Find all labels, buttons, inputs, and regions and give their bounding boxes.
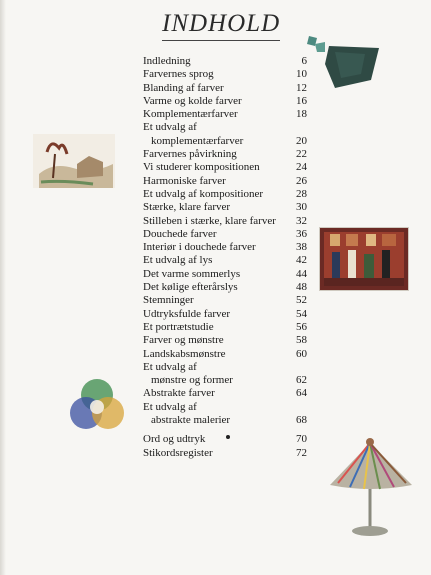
toc-entry-label: komplementærfarver [151,134,244,147]
green-stone-image [305,34,385,90]
toc-entry [143,108,315,121]
toc-entry-label: Et udvalg af [143,360,197,373]
toc-entry-page: 70 [296,433,307,446]
toc-entry-page: 52 [296,294,307,307]
toc-entry [143,281,315,294]
toc-entry-label: mønstre og former [151,374,233,387]
toc-entry-page: 72 [296,446,307,459]
toc-entry [143,135,315,148]
landscape-watercolor-image [33,134,115,188]
toc-entry-label: Stikordsregister [143,446,213,459]
toc-entry-label: Blanding af farver [143,81,224,94]
toc-entry-label: Harmoniske farver [143,174,226,187]
toc-entry-page: 24 [296,161,307,174]
toc-entry [143,95,315,108]
toc-entry [143,268,315,281]
toc-entry-page: 30 [296,201,307,214]
toc-entry-page: 32 [296,214,307,227]
toc-entry-label: Landskabsmønstre [143,347,226,360]
toc-entry-page: 60 [296,347,307,360]
toc-entry [143,254,315,267]
toc-entry-page: 22 [296,148,307,161]
toc-entry-page: 56 [296,320,307,333]
toc-entry-page: 68 [296,414,307,427]
toc-entry-label: abstrakte malerier [151,414,231,427]
toc-entry-label: Komplementærfarver [143,108,238,121]
toc-entry [143,348,315,361]
toc-entry-page: 36 [296,227,307,240]
toc-entry-page: 64 [296,387,307,400]
toc-entry-label: Et udvalg af [143,121,197,134]
toc-entry-label: Varme og kolde farver [143,94,242,107]
toc-entry [143,148,315,161]
toc-entry-page: 26 [296,174,307,187]
toc-entry-label: Vi studerer kompositionen [143,161,260,174]
table-of-contents [143,55,315,460]
toc-entry [143,374,315,387]
toc-entry-label: Et udvalg af lys [143,254,213,267]
page-binding-shadow [0,0,6,575]
toc-entry [143,241,315,254]
page-title: INDHOLD [162,10,281,37]
toc-entry-label: Det varme sommerlys [143,267,241,280]
toc-entry-label: Indledning [143,55,191,67]
toc-entry-page: 20 [296,134,307,147]
separator-dot [226,435,230,439]
toc-entry-page: 10 [296,68,307,81]
toc-entry-label: Et udvalg af [143,400,197,413]
toc-entry-page: 12 [296,81,307,94]
toc-entry [143,68,315,81]
toc-entry [143,201,315,214]
toc-entry [143,401,315,414]
toc-entry [143,82,315,95]
toc-entry-label: Stemninger [143,294,194,307]
toc-entry-label: Farvernes påvirkning [143,148,237,161]
title-underline [162,40,280,41]
toc-entry [143,215,315,228]
toc-entry [143,55,315,68]
toc-entry [143,308,315,321]
toc-entry [143,228,315,241]
toc-entry-page: 54 [296,307,307,320]
toc-entry [143,447,315,460]
color-wheel-image [64,373,130,437]
toc-entry [143,161,315,174]
toc-entry [143,414,315,427]
toc-entry-page: 42 [296,254,307,267]
toc-entry-label: Abstrakte farver [143,387,215,400]
toc-entry [143,387,315,400]
toc-entry [143,294,315,307]
toc-entry-page: 28 [296,187,307,200]
toc-entry-label: Interiør i douchede farver [143,241,256,254]
market-scene-painting-image [319,227,409,291]
toc-entry-label: Et udvalg af kompositioner [143,187,264,200]
toc-entry-page: 38 [296,241,307,254]
toc-entry-page: 58 [296,334,307,347]
toc-entry [143,321,315,334]
toc-entry-label: Farver og mønstre [143,334,224,347]
toc-entry [143,361,315,374]
toc-entry [143,175,315,188]
toc-entry-label: Udtryksfulde farver [143,307,231,320]
toc-entry-page: 18 [296,108,307,121]
toc-entry-page: 62 [296,374,307,387]
toc-entry [143,334,315,347]
toc-entry-label: Stilleben i stærke, klare farver [143,214,276,227]
toc-entry-label: Douchede farver [143,227,217,240]
toc-entry-page: 6 [301,55,307,67]
toc-entry-label: Stærke, klare farver [143,201,231,214]
toc-entry-label: Et portrætstudie [143,320,214,333]
toc-entry [143,121,315,134]
toc-entry-label: Farvernes sprog [143,68,214,81]
toc-entry [143,188,315,201]
toc-entry-label: Det kølige efterårslys [143,281,238,294]
toc-entry-page: 44 [296,267,307,280]
lamp-sculpture-image [320,433,420,543]
toc-entry-page: 48 [296,281,307,294]
toc-entry-label: Ord og udtryk [143,433,206,446]
toc-entry-page: 16 [296,94,307,107]
